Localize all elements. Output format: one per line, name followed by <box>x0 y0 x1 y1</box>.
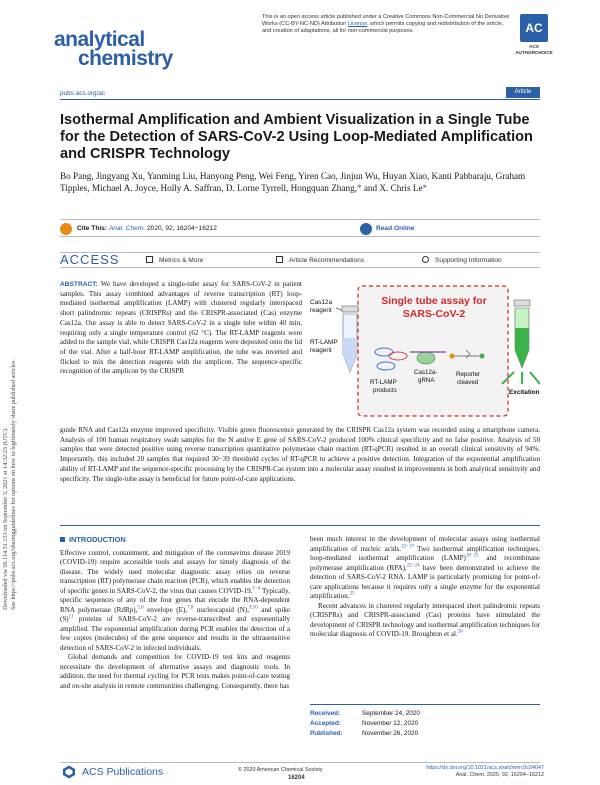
intro-p1-text-b: Typically, specific sequences of any of the four genes that encode the RNA-dependent RNA polymerase (RdRp), <box>60 586 290 614</box>
journal-logo[interactable] <box>54 30 194 68</box>
copyright-notice: © 2020 American Chemical Society <box>238 767 323 773</box>
cite-bar <box>60 219 540 237</box>
published-row <box>310 729 540 739</box>
quote-icon <box>60 223 72 235</box>
intro-paragraph-3 <box>310 535 540 602</box>
cite-text <box>77 224 217 234</box>
access-bar <box>60 252 540 268</box>
acs-publications-logo[interactable]: ACS Publications <box>82 766 164 778</box>
corresponding-author-star-2[interactable]: * <box>422 183 428 193</box>
ref-12-17[interactable]: 12−17 <box>401 544 414 550</box>
ref-9-10[interactable]: 9,10 <box>249 605 258 611</box>
journal-url[interactable]: pubs.acs.org/ac <box>60 90 106 97</box>
published-date: November 26, 2020 <box>362 730 419 737</box>
acs-hexagon-icon[interactable] <box>62 765 76 779</box>
toc-title-1: Single tube assay for <box>381 295 487 307</box>
access-label: ACCESS <box>60 252 120 267</box>
accepted-row <box>310 719 540 729</box>
license-link[interactable]: License <box>347 21 368 28</box>
ref-1-4[interactable]: 1−4 <box>252 586 261 592</box>
journal-logo-line2: chemistry <box>78 47 173 70</box>
journal-reference: Anal. Chem. 2020, 92, 16204−16212 <box>455 772 544 778</box>
toc-cas12a-grna-1: Cas12a- <box>414 369 438 376</box>
page-number: 16204 <box>288 775 305 781</box>
supporting-info-link[interactable] <box>422 256 502 266</box>
read-online-link[interactable]: Read Online <box>376 225 415 232</box>
intro-p1-text-f: proteins of SARS-CoV-2 are reverse-transcribed and exponentially amplified. The exponential amplification during PCR enables the detection of a few copies (molecules) of the gene sequence and results in the ultrasensitive detection of SARS-CoV-2 in infected individuals. <box>60 615 290 652</box>
ref-18-21[interactable]: 18−21 <box>465 553 479 559</box>
toc-rtlamp-reagent-1: RT-LAMP <box>310 339 338 346</box>
toc-rtlamp-reagent-2: reagent <box>310 347 332 354</box>
toc-excitation: Excitation <box>509 389 540 396</box>
intro-p1-text-a: Effective control, containment, and mitigation of the coronavirus disease 2019 (COVID-19) require accessible tools and assays for timely diagnosis of the disease. The widely used molecular diagnostic assay relies on reverse transcription (RT) polymerase chain reaction (PCR), which enables the detection of specific genes in SARS-CoV-2, the virus that causes COVID-19. <box>60 548 290 595</box>
ref-22-24[interactable]: 22−24 <box>406 563 420 569</box>
intro-paragraph-1 <box>60 549 290 654</box>
intro-column-1 <box>60 535 290 691</box>
toc-cas12a-grna-2: gRNA <box>418 377 435 384</box>
section-square-icon <box>60 537 65 542</box>
supporting-label: Supporting Information <box>435 257 502 264</box>
authorchoice-badge[interactable]: AC <box>520 14 548 42</box>
toc-reporter-2: cleaved <box>457 379 479 386</box>
read-online-icon[interactable] <box>360 223 372 235</box>
intro-column-2 <box>310 535 540 640</box>
toc-reporter-1: Reporter <box>456 371 481 378</box>
recommendations-link[interactable] <box>276 256 364 266</box>
intro-p3-text-c: and recombinase polymerase amplification (RPA), <box>310 554 540 572</box>
license-text-pre: This is an open access article published under a Creative Commons Non-Commercial No Derivative Works (CC-BY-NC-ND) Attribution <box>262 14 510 28</box>
abstract-full: guide RNA and Cas12a enzyme improved specificity. Visible green fluorescence generated by the CRISPR Cas12a system was recorded using a smartphone camera. Analysis of 100 human respiratory swab samples for the N and/or E gene of SARS-CoV-2 produced 100% clinical specificity and no false positive. Analysis of 50 samples that were detected positive using reverse transcription quantitative polymerase chain reaction (RT-qPCR) resulted in an overall clinical sensitivity of 94%. Importantly, this included 20 samples that required 30−39 threshold cycles of RT-qPCR to achieve a positive detection. Integration of the exponential amplification ability of RT-LAMP and the sequence-specific processing by the CRISPR-Cas system into a molecular assay resulted in improvements in both analytical sensitivity and specificity. The single-tube assay is beneficial for future point-of-care applications. <box>60 426 540 483</box>
received-row <box>310 709 540 719</box>
intro-p3-text-b: Two isothermal amplification techniques, loop-mediated isothermal amplification (LAMP) <box>310 544 540 562</box>
toc-rtlamp-products-2: products <box>373 387 397 394</box>
published-label: Published: <box>310 730 343 737</box>
intro-heading-text: INTRODUCTION <box>69 535 126 544</box>
ref-5-6[interactable]: 5,6 <box>137 605 144 611</box>
metrics-label: Metrics & More <box>159 257 204 264</box>
cite-label: Cite This: <box>77 225 108 232</box>
ref-7-8[interactable]: 7,8 <box>187 605 194 611</box>
intro-heading <box>60 535 290 545</box>
authorchoice-caption <box>512 44 556 56</box>
received-date: September 24, 2020 <box>362 710 420 717</box>
corresponding-author-star-1[interactable]: * <box>356 183 362 193</box>
intro-p1-text-c: envelope (E), <box>143 605 188 614</box>
accepted-date: November 12, 2020 <box>362 720 419 727</box>
abstract-label: ABSTRACT: <box>60 281 98 288</box>
article-title: Isothermal Amplification and Ambient Visualization in a Single Tube for the Detection of SARS-CoV-2 Using Loop-Mediated Amplification and CRISPR Technology <box>60 112 533 162</box>
intro-p4-text: Recent advances in clustered regularly interspaced short palindromic repeats (CRISPRs) and CRISPR-associated (Cas) proteins have stimulated the development of CRISPR technology and isothermal amplification techniques for molecular diagnosis of COVID-19. Broughton et al. <box>310 601 540 638</box>
author-list <box>60 170 540 194</box>
received-label: Received: <box>310 710 341 717</box>
download-notice-line1: Downloaded via 50.114.31.153 on September 3, 2021 at 14:32:23 (UTC). <box>2 427 9 610</box>
doi-link[interactable]: https://dx.doi.org/10.1021/acs.analchem.0c04047 <box>426 765 544 771</box>
intro-p3-text-a: been much interest in the development of molecular assays using isothermal amplification of nucleic acids. <box>310 535 540 553</box>
download-notice-line2: See https://pubs.acs.org/sharingguidelines for options on how to legitimately share published articles. <box>10 359 17 610</box>
toc-cas12a-reagent-2: reagent <box>310 307 332 314</box>
ref-26[interactable]: 26 <box>457 629 463 635</box>
intro-p1-text-e: and spike (S) <box>60 605 291 623</box>
author-last: and X. Chris Le <box>361 183 423 193</box>
accepted-label: Accepted: <box>310 720 341 727</box>
toc-graphic <box>306 280 540 422</box>
recommendations-label: Article Recommendations <box>289 257 365 264</box>
ref-25[interactable]: 25 <box>349 591 355 597</box>
abstract-rule <box>60 525 540 526</box>
license-notice <box>262 14 512 36</box>
download-notice <box>2 250 28 610</box>
license-text-post: , which permits copying and redistribution of the article, and creation of adaptations, all for non-commercial purposes. <box>262 21 504 35</box>
intro-paragraph-2: Global demands and competition for COVID-19 test kits and reagents necessitate the development of alternative assays and diagnostic tools. In addition, the need for thermal cycling for PCR tests makes point-of-care testing and on-site analysis in remote communities challenging. Consequently, there has <box>60 653 290 690</box>
publication-dates <box>310 704 540 739</box>
article-type-badge: Article <box>506 87 540 98</box>
doi-block <box>420 765 544 779</box>
toc-title-2: SARS-CoV-2 <box>402 308 466 320</box>
toc-rtlamp-products-1: RT-LAMP <box>370 379 397 386</box>
intro-p3-text-d: have been demonstrated to achieve the detection of SARS-CoV-2 RNA. LAMP is particularly promising for point-of-care applications because it requires only a single enzyme for the exponential amplification. <box>310 563 541 600</box>
intro-paragraph-4 <box>310 602 540 640</box>
toc-cas12a-reagent-1: Cas12a <box>310 299 333 306</box>
abstract-text-1: We have developed a single-tube assay for SARS-CoV-2 in patient samples. This assay combined advantages of reverse transcription (RT) loop-mediated isothermal amplification (LAMP) with clustered regularly interspaced short palindromic repeats (CRISPRs) and the CRISPR-associated (Cas) enzyme Cas12a. Our assay is able to detect SARS-CoV-2 in a single tube within 40 min, requiring only a single temperature control (62 °C). The RT-LAMP reagents were added to the sample vial, while CRISPR Cas12a reagents were deposited onto the lid of the vial. After a half-hour RT-LAMP amplification, the tube was inverted and flicked to mix the detection reagents with the amplicon. The sequence-specific recognition of the amplicon by the CRISPR <box>60 280 303 376</box>
cite-ref: 2020, 92, 16204−16212 <box>145 225 217 232</box>
author-names: Bo Pang, Jingyang Xu, Yanming Liu, Hanyong Peng, Wei Feng, Yiren Cao, Jinjun Wu, Huyan Xiao, Kanti Pabbaraju, Graham Tipples, Michael A. Joyce, Holly A. Saffran, D. Lorne Tyrrell, Hongquan Zhang, <box>60 171 526 193</box>
plus-circle-icon <box>422 256 429 263</box>
journal-logo-line1: analytical <box>54 28 145 51</box>
abstract-narrow <box>60 280 302 377</box>
cite-journal[interactable]: Anal. Chem. <box>108 225 146 232</box>
authorchoice-caption-1: ACS <box>529 44 539 49</box>
intro-p1-text-d: nucleocapsid (N), <box>193 605 250 614</box>
footer-rule <box>60 762 540 763</box>
header-rule <box>60 99 540 100</box>
ref-11[interactable]: 11 <box>68 614 74 620</box>
bar-chart-icon <box>146 256 153 263</box>
authorchoice-caption-2: AUTHORCHOICE <box>515 50 553 55</box>
toc-graphic-svg <box>306 280 540 422</box>
document-icon <box>276 256 283 263</box>
metrics-link[interactable] <box>146 256 203 266</box>
